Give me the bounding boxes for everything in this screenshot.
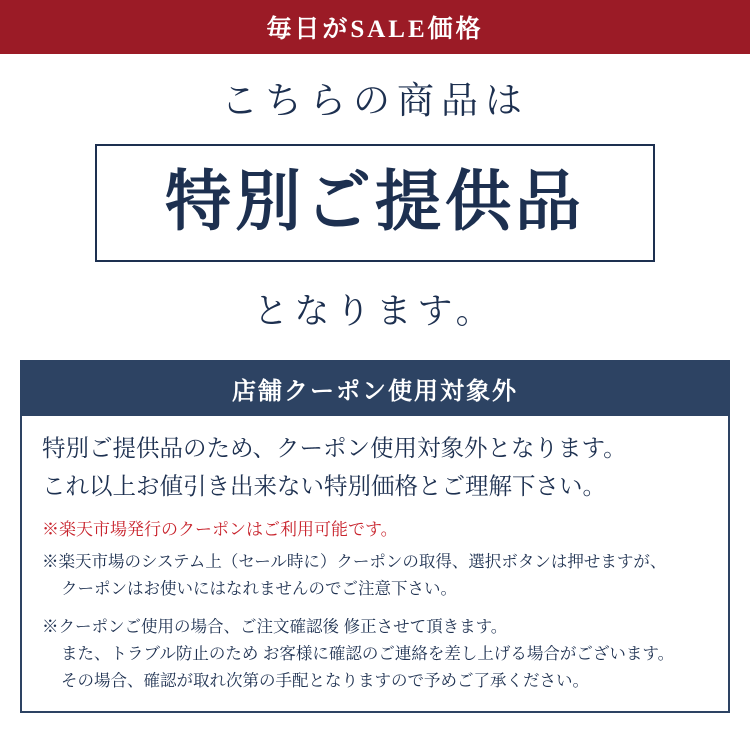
sale-banner	[0, 0, 750, 54]
headline-lead: こちらの商品は	[221, 81, 529, 122]
headline-area	[0, 54, 750, 334]
sale-banner-text: 毎日がSALE価格	[266, 16, 484, 43]
coupon-note-1-line-2: クーポンはお使いにはなれませんのでご注意下さい。	[61, 579, 457, 598]
coupon-note-1	[42, 549, 712, 602]
coupon-note-2-line-3: その場合、確認が取れ次第の手配となりますので予めご了承ください。	[61, 671, 589, 690]
coupon-notice-panel	[20, 360, 730, 712]
coupon-note-2-line-1: ※クーポンご使用の場合、ご注文確認後 修正させて頂きます。	[42, 618, 508, 637]
coupon-note-2	[42, 614, 712, 694]
coupon-note-1-line-1: ※楽天市場のシステム上（セール時に）クーポンの取得、選択ボタンは押せますが、	[42, 553, 667, 572]
feature-label: 特別ご提供品	[165, 166, 585, 240]
coupon-main-line-2: これ以上お値引き出来ない特別価格とご理解下さい。	[42, 474, 606, 501]
coupon-note-2-line-2: また、トラブル防止のため お客様に確認のご連絡を差し上げる場合がございます。	[61, 645, 675, 664]
headline-trail: となります。	[253, 292, 497, 332]
feature-box	[95, 144, 655, 262]
coupon-main-line-1: 特別ご提供品のため、クーポン使用対象外となります。	[42, 436, 627, 463]
coupon-notice-header: 店舗クーポン使用対象外	[22, 362, 728, 416]
coupon-note-red: ※楽天市場発行のクーポンはご利用可能です。	[42, 519, 398, 539]
coupon-notice-body	[22, 416, 728, 710]
